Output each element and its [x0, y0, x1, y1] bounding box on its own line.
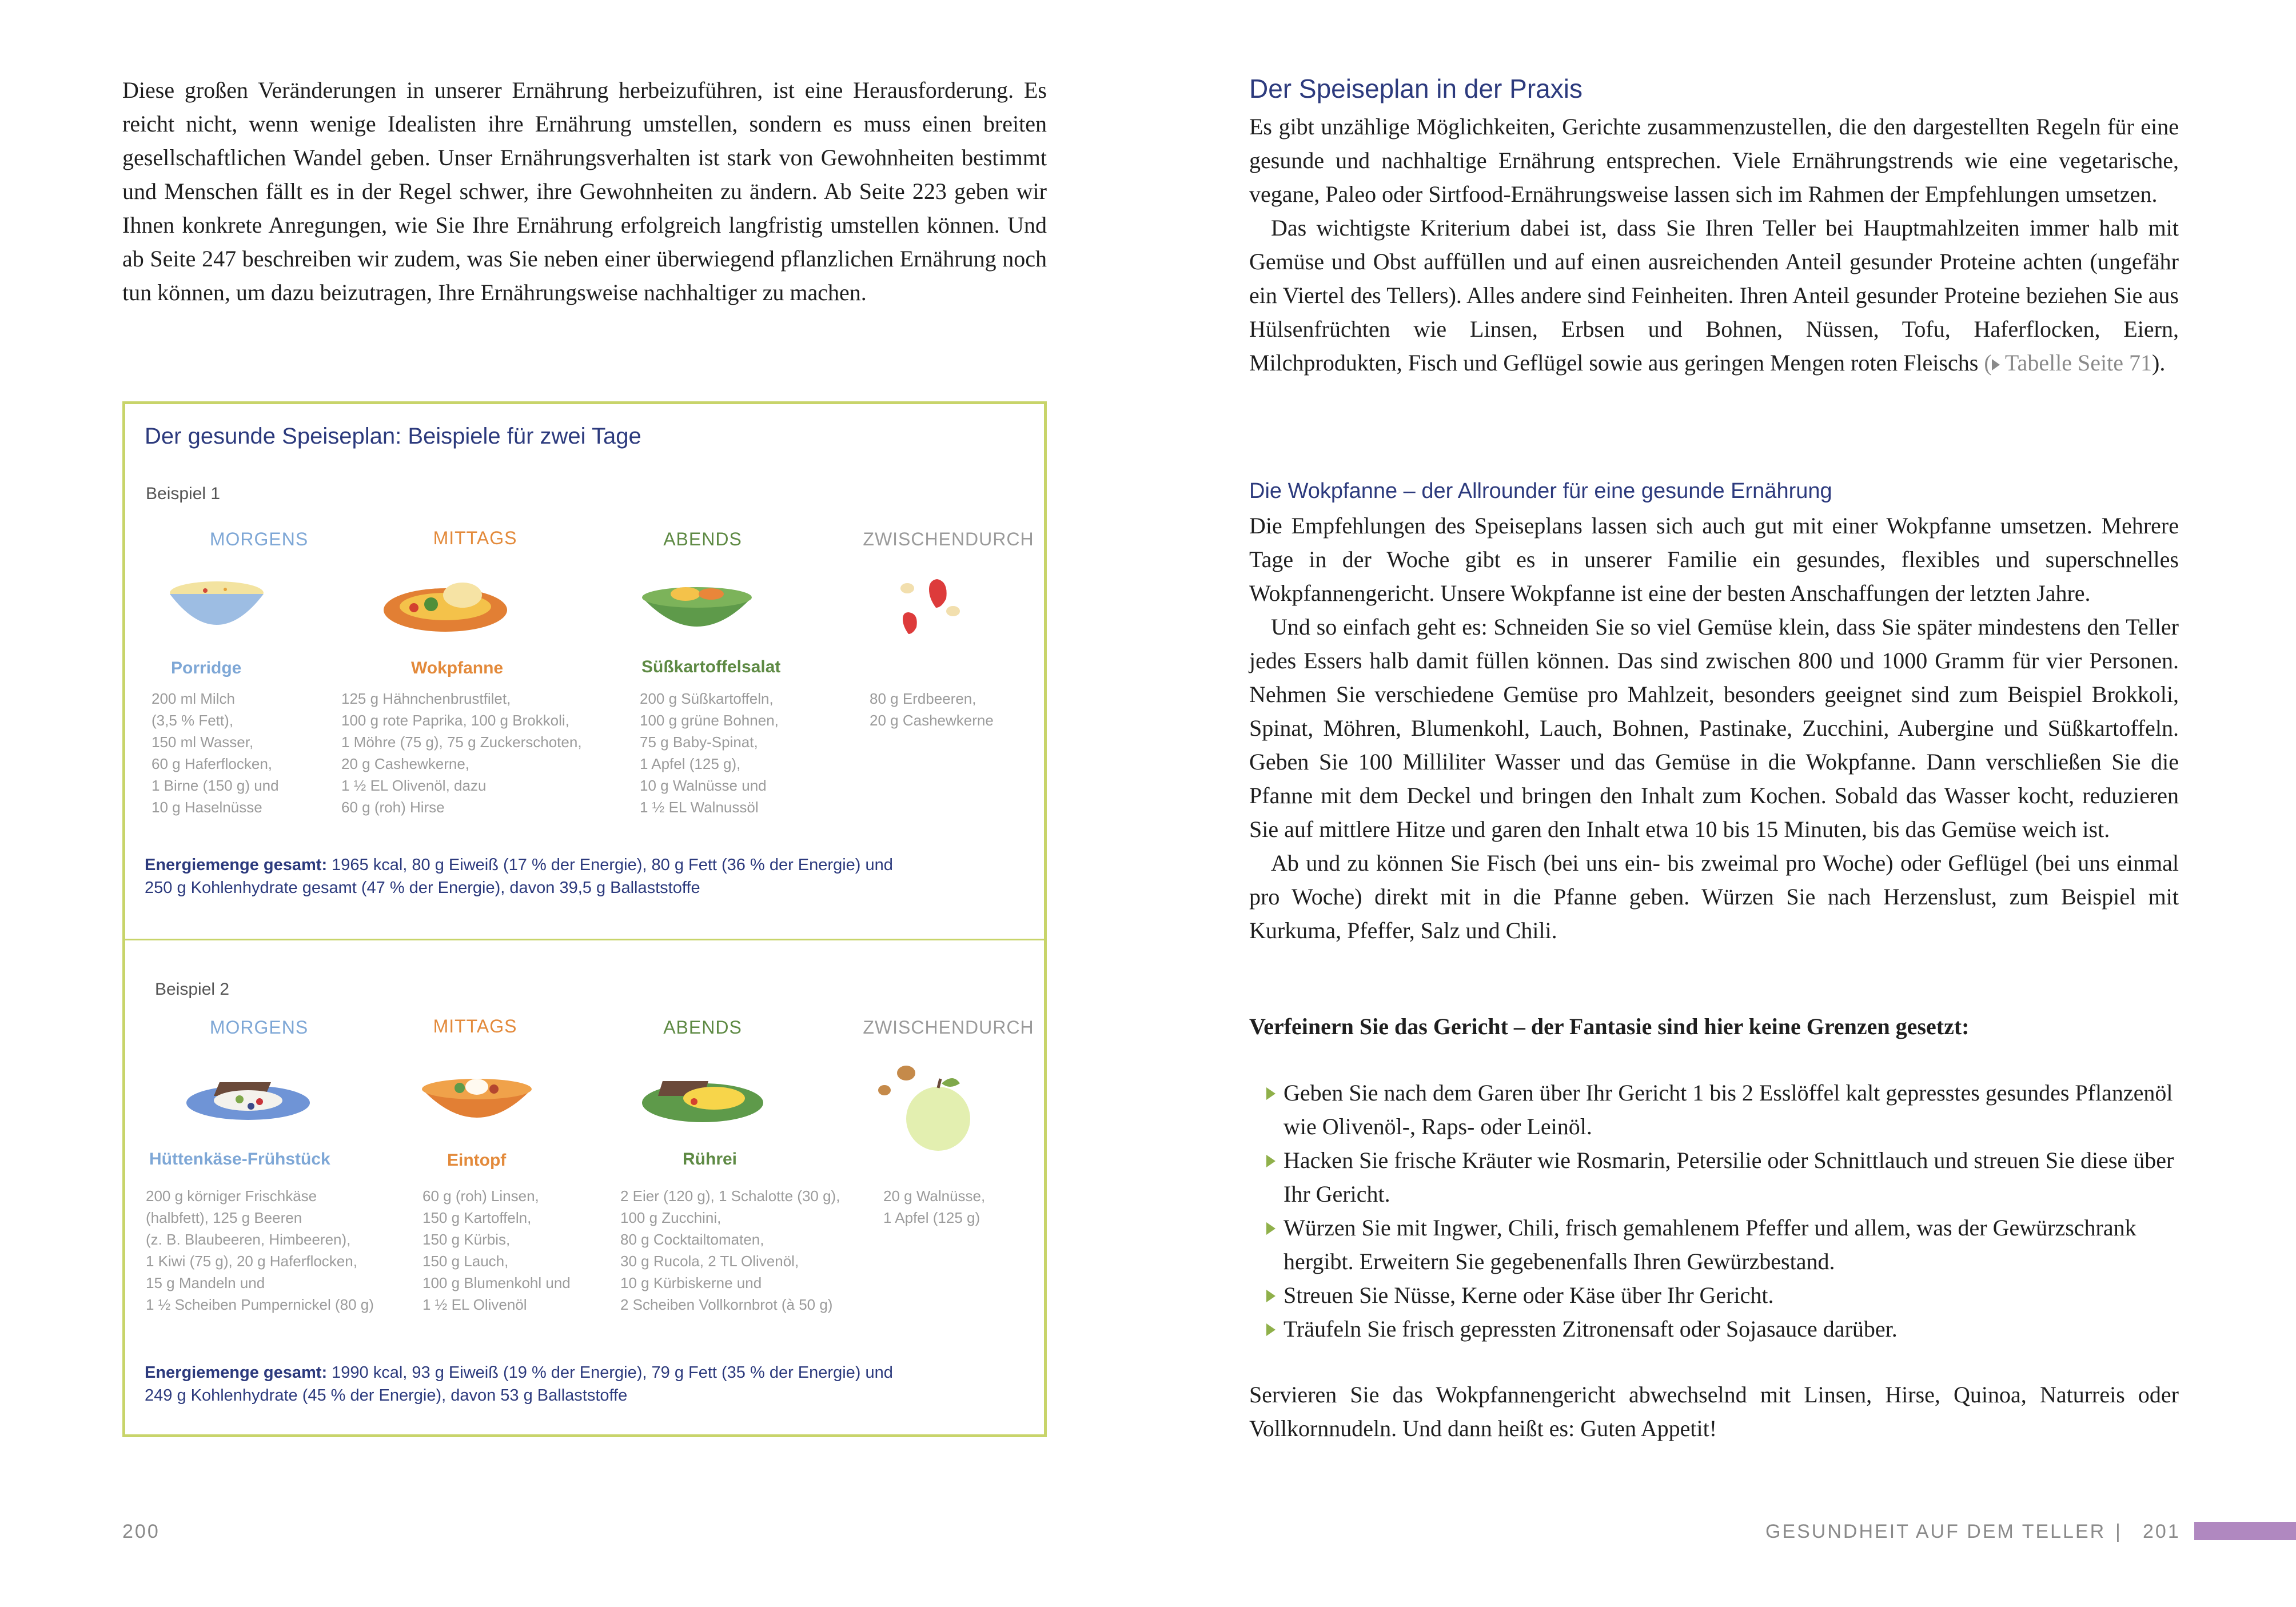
ingredient: 1 ½ EL Olivenöl — [422, 1296, 527, 1313]
list-item-text: Streuen Sie Nüsse, Kerne oder Käse über Ihr Gericht. — [1283, 1282, 1774, 1308]
ingredient: 1 Kiwi (75 g), 20 g Haferflocken, — [146, 1253, 357, 1270]
dish-porridge: Porridge — [171, 659, 242, 677]
right-page — [1148, 0, 2296, 1607]
running-head: GESUNDHEIT AUF DEM TELLER — [1765, 1521, 2106, 1542]
ingredients-eintopf — [422, 1185, 571, 1315]
energy-label: Energiemenge gesamt: — [145, 1363, 328, 1382]
ingredient: 125 g Hähnchenbrustfilet, — [341, 690, 511, 707]
ingredient: 100 g rote Paprika, 100 g Brokkoli, — [341, 712, 569, 729]
ingredients-wokpfanne — [341, 688, 582, 818]
ingredient: 10 g Haselnüsse — [152, 799, 262, 816]
ingredient: (3,5 % Fett), — [152, 712, 234, 729]
list-item-text: Hacken Sie frische Kräuter wie Rosmarin, Petersilie oder Schnittlauch und streuen Sie diese über Ihr Gericht. — [1283, 1147, 2174, 1207]
ingredient: 100 g grüne Bohnen, — [640, 712, 779, 729]
ingredient: 75 g Baby-Spinat, — [640, 733, 758, 751]
wok-plate-icon — [377, 570, 514, 644]
ingredient: 10 g Walnüsse und — [640, 777, 767, 794]
tips-list-block — [1249, 1076, 2179, 1346]
list-item — [1249, 1278, 2179, 1312]
header-abends: ABENDS — [663, 529, 742, 549]
ingredient: 1 ½ EL Olivenöl, dazu — [341, 777, 487, 794]
list-item-text: Geben Sie nach dem Garen über Ihr Gericht 1 bis 2 Esslöffel kalt gepresstes gesundes Pflanzenöl wie Olivenöl-, Raps- oder Leinöl. — [1283, 1080, 2173, 1139]
section-body — [1249, 110, 2179, 380]
dish-wokpfanne: Wokpfanne — [411, 659, 504, 677]
ingredient: 1 ½ EL Walnussöl — [640, 799, 759, 816]
paragraph-3: Die Empfehlungen des Speiseplans lassen sich auch gut mit einer Wokpfanne umsetzen. Mehrere Tage in der Woche gibt es in unserer Familie ein gesundes, flexibles und superschnelles Wokpfannengericht. Unsere Wokpfanne ist eine der besten Anschaffungen der letzten Jahre. — [1249, 513, 2179, 606]
stew-bowl-icon — [414, 1060, 540, 1135]
refine-heading-block — [1249, 1010, 2179, 1043]
header-mittags: MITTAGS — [433, 528, 517, 548]
energy-summary-2 — [145, 1361, 1002, 1407]
bullet-triangle-icon — [1266, 1290, 1275, 1302]
bullet-triangle-icon — [1266, 1087, 1275, 1100]
refine-heading: Verfeinern Sie das Gericht – der Fantasie sind hier keine Grenzen gesetzt: — [1249, 1014, 1970, 1039]
energy-label: Energiemenge gesamt: — [145, 856, 328, 874]
cottage-cheese-plate-icon — [180, 1060, 317, 1135]
ingredient: 150 g Kürbis, — [422, 1231, 511, 1248]
example-1-label: Beispiel 1 — [146, 484, 221, 503]
header-morgens: MORGENS — [209, 529, 309, 549]
energy-summary-1 — [145, 854, 1002, 899]
tips-list — [1249, 1076, 2179, 1346]
paragraph-4: Und so einfach geht es: Schneiden Sie so viel Gemüse klein, dass Sie später mindestens den Teller jedes Essers halb damit füllen können. Das sind zwischen 800 und 1000 Gramm für vier Personen. Nehmen Sie verschiedene Gemüse pro Mahlzeit, besonders geeignet sind zum Beispiel Brokkoli, Spinat, Möhren, Blumenkohl, Lauch, Bohnen, Pastinake, Zucchini, Aubergine und Süßkartoffeln. Geben Sie 100 Milliliter Wasser und das Gemüse in die Wokpfanne. Dann verschließen Sie die Pfanne mit dem Deckel und bringen den Inhalt zum Kochen. Sobald das Wasser kocht, reduzieren Sie auf mittlere Hitze und garen den Inhalt etwa 10 bis 15 Minuten, bis das Gemüse weich ist. — [1249, 614, 2179, 842]
ingredient: 2 Eier (120 g), 1 Schalotte (30 g), — [620, 1187, 840, 1205]
bullet-triangle-icon — [1266, 1155, 1275, 1167]
header-abends: ABENDS — [663, 1017, 742, 1038]
ingredient: 10 g Kürbiskerne und — [620, 1274, 762, 1291]
wok-section-body — [1249, 509, 2179, 947]
intro-paragraph: Diese großen Veränderungen in unserer Ernährung herbeizuführen, ist eine Herausforderung. Es reicht nicht, wenn wenige Idealisten ihre Ernährung umstellen, sondern es muss einen breiten gesellschaftlichen Wandel geben. Unser Ernährungsverhalten ist stark von Gewohnheiten bestimmt und Menschen fällt es in der Regel schwer, ihre Gewohnheiten zu ändern. Ab Seite 223 geben wir Ihnen konkrete Anregungen, wie Sie Ihre Ernährung erfolgreich langfristig umstellen können. Und ab Seite 247 beschreiben wir zudem, was Sie neben einer überwiegend pflanzlichen Ernährung noch tun können, um dazu beizutragen, Ihre Ernährungsweise nachhaltiger zu machen. — [122, 77, 1047, 305]
dish-ruehrei: Rührei — [683, 1150, 738, 1169]
closing-block — [1249, 1378, 2179, 1445]
ingredient: (halbfett), 125 g Beeren — [146, 1209, 302, 1226]
ingredients-suesskartoffelsalat — [640, 688, 779, 818]
page-number-right: 201 — [2143, 1521, 2181, 1542]
ingredient: 2 Scheiben Vollkornbrot (à 50 g) — [620, 1296, 833, 1313]
section-title: Der Speiseplan in der Praxis — [1249, 74, 1583, 103]
header-morgens: MORGENS — [209, 1017, 309, 1038]
ingredients-huettenkaese — [146, 1185, 374, 1315]
ingredient: 1 ½ Scheiben Pumpernickel (80 g) — [146, 1296, 374, 1313]
closing-paragraph: Servieren Sie das Wokpfannengericht abwechselnd mit Linsen, Hirse, Quinoa, Naturreis oder Vollkornnudeln. Und dann heißt es: Guten Appetit! — [1249, 1382, 2179, 1441]
paragraph-2-text: Das wichtigste Kriterium dabei ist, dass Sie Ihren Teller bei Hauptmahlzeiten immer halb mit Gemüse und Obst auffüllen und auf einen ausreichenden Anteil gesunder Proteine achten (ungefähr ein Viertel des Tellers). Alles andere sind Feinheiten. Ihren Anteil gesunder Proteine beziehen Sie aus Hülsenfrüchten wie Linsen, Erbsen und Bohnen, Nüssen, Tofu, Haferflocken, Eiern, Milchprodukten, Fisch und Geflügel sowie aus geringen Mengen roten Fleischs — [1249, 215, 2179, 376]
ingredient: 60 g (roh) Linsen, — [422, 1187, 539, 1205]
list-item — [1249, 1312, 2179, 1346]
header-zwischendurch: ZWISCHENDURCH — [863, 1017, 1034, 1038]
ingredients-ruehrei — [620, 1185, 840, 1315]
play-triangle-icon — [1992, 359, 2000, 370]
ingredients-snack-2 — [883, 1185, 985, 1229]
folio-separator: | — [2115, 1521, 2122, 1542]
ingredient: 200 g Süßkartoffeln, — [640, 690, 774, 707]
energy-values: 1990 kcal, 93 g Eiweiß (19 % der Energie), 79 g Fett (35 % der Energie) und — [327, 1363, 893, 1382]
meal-plan-box — [122, 401, 1047, 1437]
ingredient: 20 g Cashewkerne — [870, 712, 994, 729]
dish-eintopf: Eintopf — [447, 1151, 507, 1170]
example-2-label: Beispiel 2 — [155, 980, 230, 999]
porridge-bowl-icon — [160, 570, 274, 644]
folio-color-bar — [2194, 1522, 2296, 1540]
ingredient: 1 Möhre (75 g), 75 g Zuckerschoten, — [341, 733, 582, 751]
walnut-apple-icon — [874, 1056, 977, 1159]
ingredient: 30 g Rucola, 2 TL Olivenöl, — [620, 1253, 799, 1270]
energy-values: 1965 kcal, 80 g Eiweiß (17 % der Energie), 80 g Fett (36 % der Energie) und — [327, 856, 893, 874]
ingredient: 150 g Lauch, — [422, 1253, 509, 1270]
ingredient: 20 g Cashewkerne, — [341, 755, 470, 772]
ingredient: 200 ml Milch — [152, 690, 235, 707]
list-item — [1249, 1076, 2179, 1143]
box-divider — [125, 939, 1044, 940]
ingredient: 150 ml Wasser, — [152, 733, 254, 751]
ingredient: 20 g Walnüsse, — [883, 1187, 986, 1205]
ingredient: 1 Apfel (125 g) — [883, 1209, 980, 1226]
ingredient: 100 g Zucchini, — [620, 1209, 722, 1226]
list-item — [1249, 1143, 2179, 1211]
ingredient: 150 g Kartoffeln, — [422, 1209, 532, 1226]
energy-values-2: 250 g Kohlenhydrate gesamt (47 % der Energie), davon 39,5 g Ballaststoffe — [145, 879, 700, 897]
ingredients-porridge — [152, 688, 279, 818]
dish-huettenkaese-fruehstueck: Hüttenkäse-Frühstück — [149, 1150, 330, 1169]
ingredient: 80 g Cocktailtomaten, — [620, 1231, 764, 1248]
ingredient: 60 g Haferflocken, — [152, 755, 273, 772]
list-item — [1249, 1211, 2179, 1278]
page-number-left: 200 — [122, 1521, 160, 1542]
list-item-text: Träufeln Sie frisch gepressten Zitronensaft oder Sojasauce darüber. — [1283, 1316, 1898, 1342]
paragraph-2 — [1249, 211, 2179, 380]
ingredient: 1 Birne (150 g) und — [152, 777, 279, 794]
salad-bowl-icon — [634, 570, 760, 644]
header-zwischendurch: ZWISCHENDURCH — [863, 529, 1034, 549]
energy-values-2: 249 g Kohlenhydrate (45 % der Energie), davon 53 g Ballaststoffe — [145, 1386, 628, 1405]
ingredient: 100 g Blumenkohl und — [422, 1274, 571, 1291]
bullet-triangle-icon — [1266, 1222, 1275, 1235]
ingredient: (z. B. Blaubeeren, Himbeeren), — [146, 1231, 351, 1248]
header-mittags: MITTAGS — [433, 1016, 517, 1036]
ingredient: 15 g Mandeln und — [146, 1274, 265, 1291]
ingredient: 80 g Erdbeeren, — [870, 690, 976, 707]
ingredient: 200 g körniger Frischkäse — [146, 1187, 317, 1205]
list-item-text: Würzen Sie mit Ingwer, Chili, frisch gemahlenem Pfeffer und allem, was der Gewürzschrank hergibt. Erweitern Sie gegebenenfalls Ihren Gewürzbestand. — [1283, 1215, 2136, 1274]
ingredient: 1 Apfel (125 g), — [640, 755, 741, 772]
subsection-title: Die Wokpfanne – der Allrounder für eine gesunde Ernährung — [1249, 479, 1832, 503]
paragraph-1: Es gibt unzählige Möglichkeiten, Gerichte zusammenzustellen, die den dargestellten Regeln für eine gesunde und nachhaltige Ernährung entsprechen. Viele Ernährungstrends wie eine vegetarische, vegane, Paleo oder Sirtfood-Ernährungsweise lassen sich im Rahmen der Empfehlungen umsetzen. — [1249, 114, 2179, 207]
ref-close: ). — [2152, 350, 2166, 376]
bullet-triangle-icon — [1266, 1323, 1275, 1336]
box-title: Der gesunde Speiseplan: Beispiele für zwei Tage — [145, 424, 641, 449]
ref-text: Tabelle Seite 71 — [1999, 350, 2152, 376]
table-reference[interactable] — [1984, 350, 2152, 376]
ingredients-snack-1 — [870, 688, 994, 731]
ingredient: 60 g (roh) Hirse — [341, 799, 445, 816]
paragraph-5: Ab und zu können Sie Fisch (bei uns ein- bis zweimal pro Woche) oder Geflügel (bei uns einmal pro Woche) direkt mit in die Pfanne geben. Würzen Sie nach Herzenslust, zum Beispiel mit Kurkuma, Pfeffer, Salz und Chili. — [1249, 850, 2179, 943]
strawberries-cashews-icon — [891, 570, 971, 644]
ref-open-paren: ( — [1984, 350, 1992, 376]
dish-suesskartoffelsalat: Süßkartoffelsalat — [641, 657, 781, 676]
scrambled-egg-plate-icon — [640, 1060, 766, 1135]
